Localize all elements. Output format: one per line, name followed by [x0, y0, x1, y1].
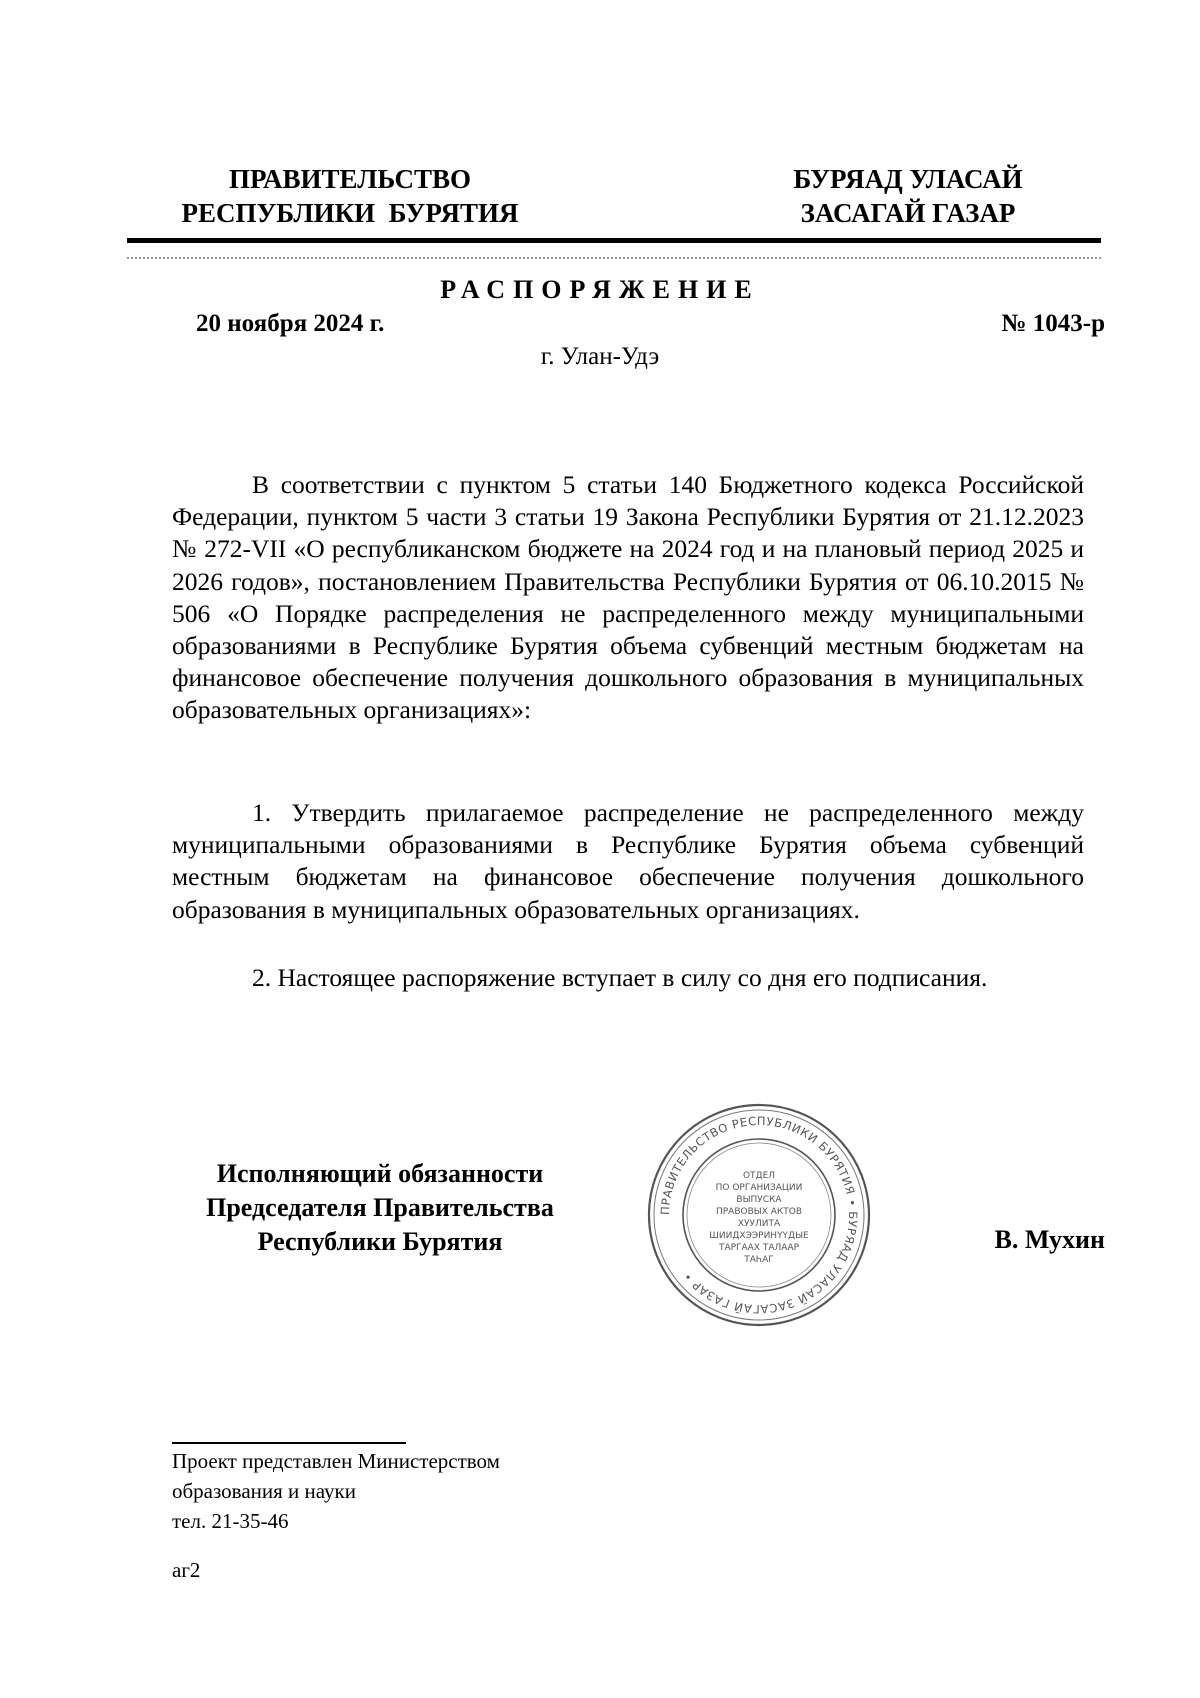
signatory-title: [160, 1157, 600, 1259]
document-city: г. Улан-Удэ: [540, 343, 660, 370]
seal-center-line6: ШИИДХЭЭРИНҮҮДЫЕ: [709, 1231, 809, 1241]
seal-center-line2: ПО ОРГАНИЗАЦИИ: [715, 1183, 803, 1193]
body-paragraph-item-2: 2. Настоящее распоряжение вступает в силу со дня его подписания.: [252, 963, 988, 992]
header-left-line2: РЕСПУБЛИКИ БУРЯТИЯ: [181, 198, 519, 228]
signatory-title-line1: Исполняющий обязанности: [216, 1159, 544, 1188]
header-right: [758, 162, 1058, 230]
body-paragraph-item-1: 1. Утвердить прилагаемое распределение не распределенного между муниципальными образованиями в Республике Бурятия объема субвенций местным бюджетам на финансовое обеспечение получения дошкольного образования в муниципальных образовательных организациях.: [172, 798, 1084, 924]
seal-center-line5: ХУУЛИТА: [737, 1219, 781, 1229]
official-seal-icon: [644, 1100, 874, 1330]
footnote-divider: [172, 1442, 406, 1444]
seal-center-line3: ВЫПУСКА: [736, 1195, 782, 1205]
official-seal: [644, 1100, 874, 1330]
signatory-title-line2: Председателя Правительства: [206, 1193, 554, 1222]
document-type: РАСПОРЯЖЕНИЕ: [440, 275, 760, 304]
seal-center-line1: ОТДЕЛ: [742, 1171, 776, 1181]
seal-center-line8: ТАҺАГ: [744, 1255, 774, 1265]
header-divider-thick: [127, 238, 1101, 243]
body-paragraph-preamble: В соответствии с пунктом 5 статьи 140 Бюджетного кодекса Российской Федерации, пунктом 5 части 3 статьи 19 Закона Республики Бурятия от 21.12.2023 № 272-VII «О республиканском бюджете на 2024 год и на плановый период 2025 и 2026 годов», постановлением Правительства Республики Бурятия от 06.10.2015 № 506 «О Порядке распределения не распределенного между муниципальными образованиями в Республике Бурятия объема субвенций местным бюджетам на финансовое обеспечение получения дошкольного образования в муниципальных образовательных организациях»:: [172, 470, 1084, 725]
header-left-line1: ПРАВИТЕЛЬСТВО: [228, 164, 472, 194]
executor-code: аг2: [172, 1558, 201, 1582]
signatory-name: В. Мухин: [994, 1225, 1105, 1254]
seal-ring-text: ПРАВИТЕЛЬСТВО РЕСПУБЛИКИ БУРЯТИЯ • БУРЯАД УЛАСАЙ ЗАСАГАЙ ГАЗАР •: [657, 1113, 861, 1317]
footnote-line2: образования и науки: [172, 1479, 356, 1503]
footnote-line1: Проект представлен Министерством: [172, 1449, 500, 1473]
document-number: № 1043-р: [1001, 310, 1105, 337]
document-date: 20 ноября 2024 г.: [196, 310, 385, 337]
header-right-line1: БУРЯАД УЛАСАЙ: [793, 164, 1023, 194]
signatory-title-line3: Республики Бурятия: [257, 1227, 503, 1256]
seal-center-line7: ТАРГААХ ТАЛААР: [718, 1243, 800, 1253]
header-left: [150, 162, 550, 230]
seal-center-line4: ПРАВОВЫХ АКТОВ: [715, 1207, 803, 1217]
footnote: [172, 1446, 500, 1536]
footnote-line3: тел. 21-35-46: [172, 1509, 289, 1533]
header-divider-thin: [127, 257, 1101, 259]
header-right-line2: ЗАСАГАЙ ГАЗАР: [800, 198, 1016, 228]
